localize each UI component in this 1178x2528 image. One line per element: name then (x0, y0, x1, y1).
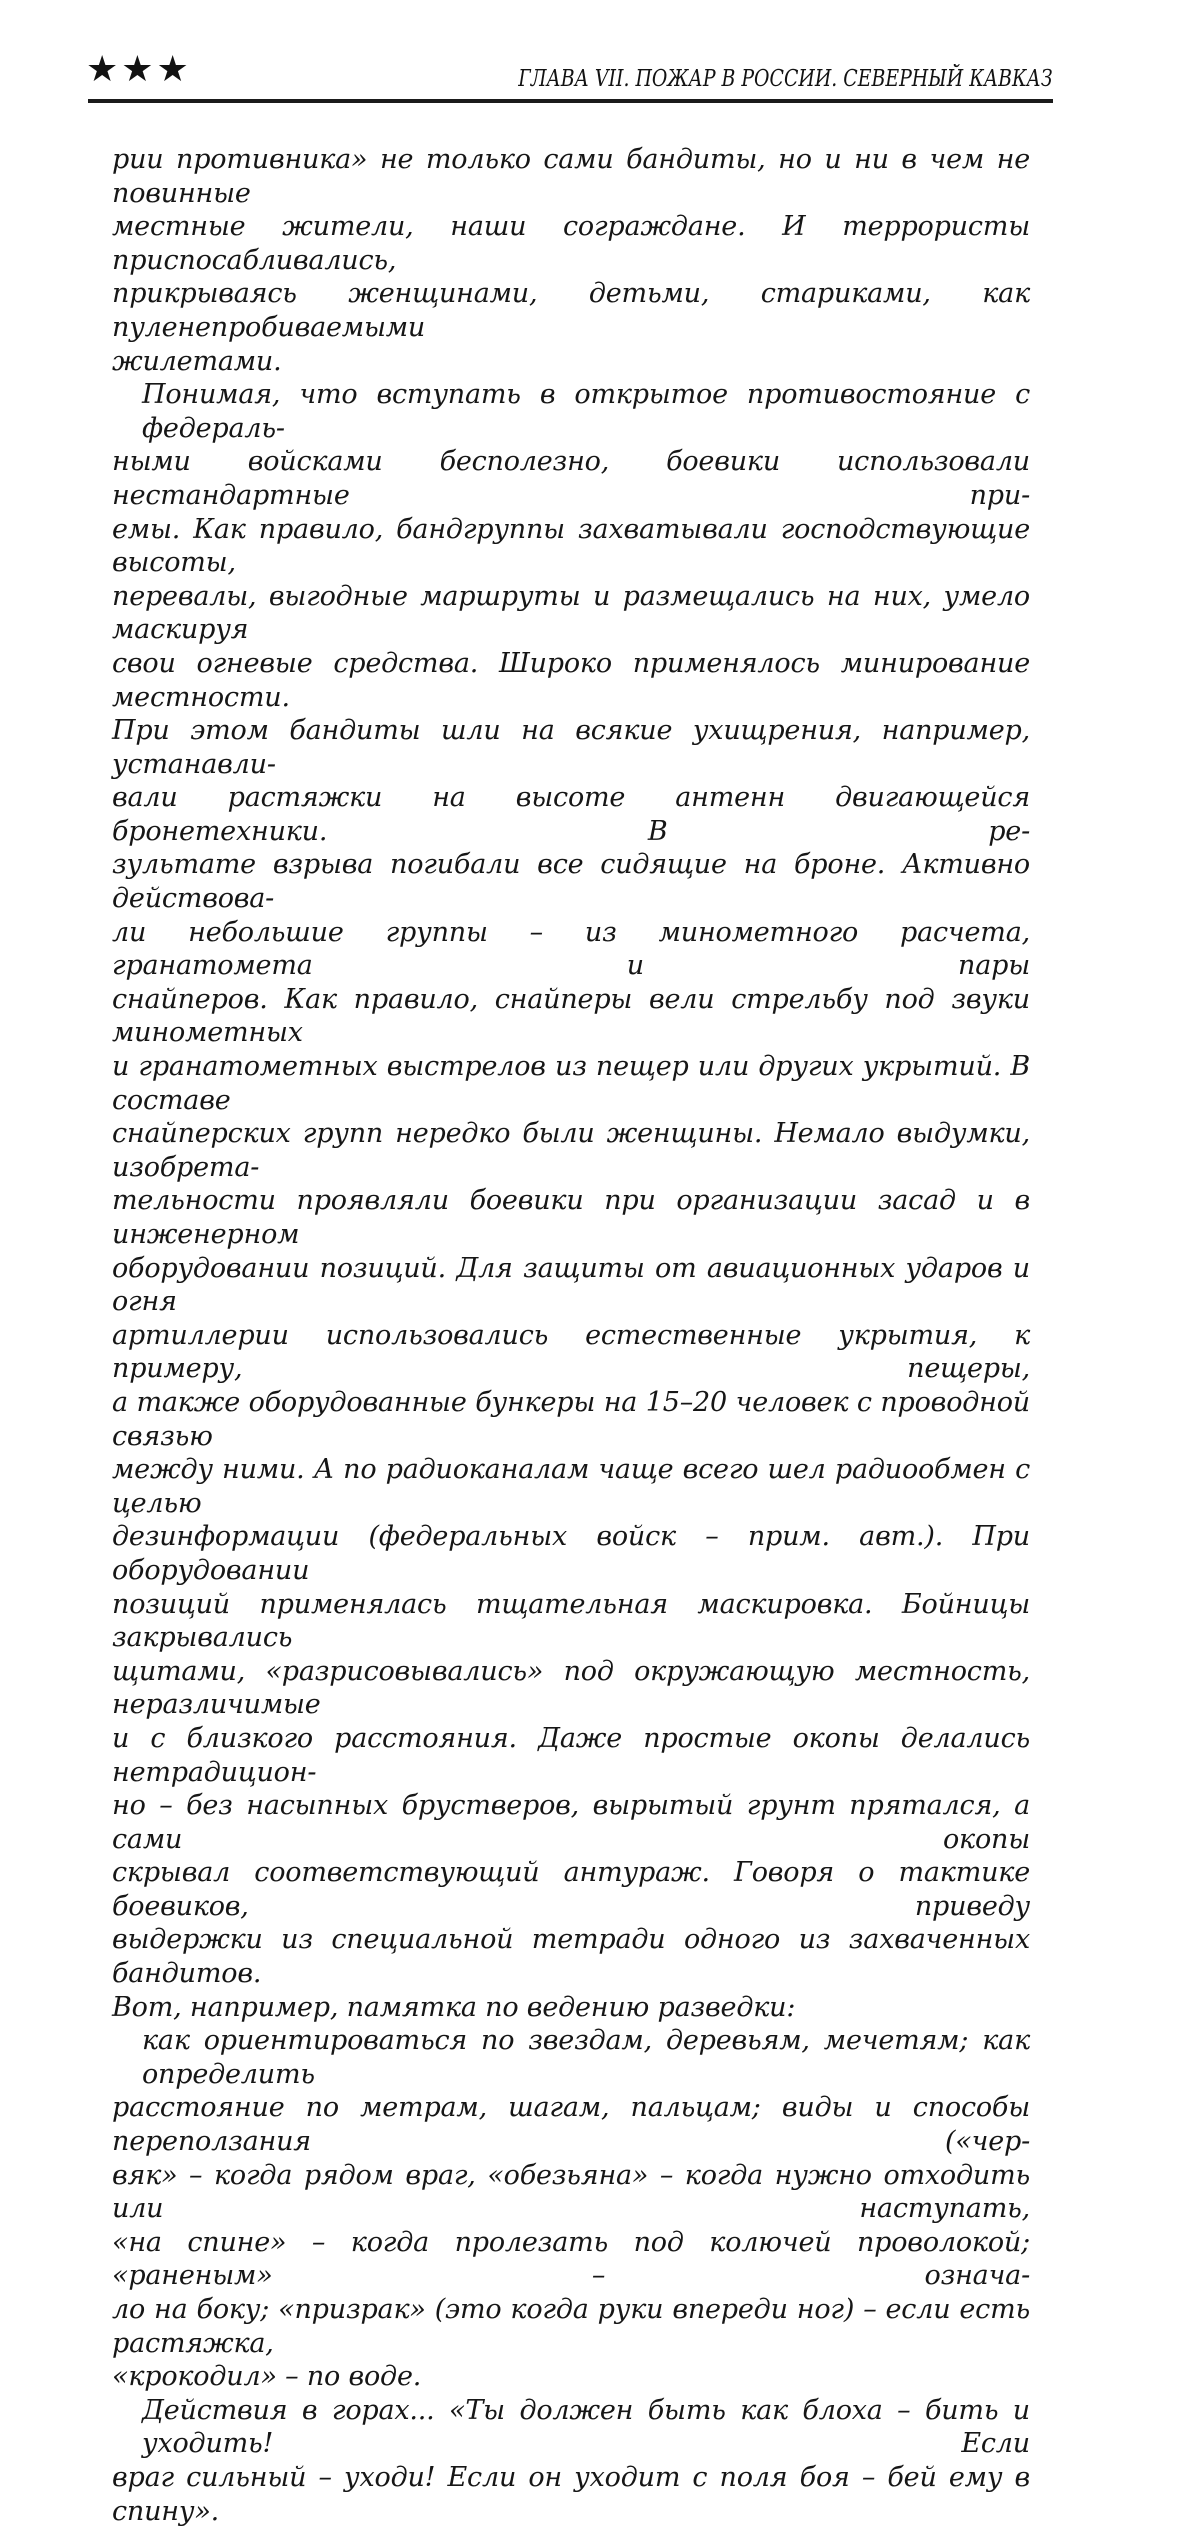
text-line: выдержки из специальной тетради одного из захваченных бандитов. (112, 1924, 1030, 1990)
text-line: и гранатометных выстрелов из пещер или других укрытий. В составе (112, 1051, 1030, 1116)
text-line: Действия в горах... «Ты должен быть как блоха – бить и уходить! Если (142, 2394, 1030, 2460)
text-line: скрывал соответствующий антураж. Говоря о тактике боевиков, приведу (112, 1857, 1030, 1922)
paragraph (112, 143, 1030, 378)
text-line: снайперов. Как правило, снайперы вели стрельбу под звуки минометных (112, 983, 1030, 1049)
text-line: а также оборудованные бункеры на 15–20 человек с проводной связью (112, 1386, 1030, 1452)
text-line: жилетами. (112, 345, 282, 377)
text-line: расстояние по метрам, шагам, пальцам; виды и способы переползания («чер- (112, 2092, 1030, 2158)
text-line: как ориентироваться по звездам, деревьям, мечетям; как определить (142, 2025, 1030, 2090)
text-line: артиллерии использовались естественные укрытия, к примеру, пещеры, (112, 1319, 1030, 1385)
text-line: рии противника» не только сами бандиты, но и ни в чем не повинные (112, 144, 1030, 209)
header-rule (88, 99, 1053, 103)
text-line: дезинформации (федеральных войск – прим. авт.). При оборудовании (112, 1521, 1030, 1586)
text-line: между ними. А по радиоканалам чаще всего шел радиообмен с целью (112, 1454, 1030, 1519)
text-line: но – без насыпных брустверов, вырытый грунт прятался, а сами окопы (112, 1790, 1030, 1855)
text-line: «крокодил» – по воде. (112, 2361, 422, 2393)
text-line: зультате взрыва погибали все сидящие на броне. Активно действова- (112, 849, 1030, 915)
text-line: ными войсками бесполезно, боевики использовали нестандартные при- (112, 446, 1030, 511)
text-line: ло на боку; «призрак» (это когда руки впереди ног) – если есть растяжка, (112, 2294, 1030, 2359)
paragraph (112, 2024, 1030, 2394)
chapter-stars-icon: ★★★ (86, 49, 192, 90)
text-line: вали растяжки на высоте антенн двигающейся бронетехники. В ре- (112, 782, 1030, 847)
page-text (112, 143, 1030, 2528)
text-line: щитами, «разрисовывались» под окружающую местность, неразличимые (112, 1655, 1030, 1721)
text-line: позиций применялась тщательная маскировка. Бойницы закрывались (112, 1588, 1030, 1654)
text-line: оборудовании позиций. Для защиты от авиационных ударов и огня (112, 1252, 1030, 1318)
text-line: враг сильный – уходи! Если он уходит с поля боя – бей ему в спину». (112, 2461, 1030, 2527)
text-line: емы. Как правило, бандгруппы захватывали господствующие высоты, (112, 513, 1030, 579)
text-line: снайперских групп нередко были женщины. Немало выдумки, изобрета- (112, 1118, 1030, 1183)
text-line: свои огневые средства. Широко применялось минирование местности. (112, 647, 1030, 713)
text-line: прикрываясь женщинами, детьми, стариками, как пуленепробиваемыми (112, 278, 1030, 343)
chapter-header-title: ГЛАВА VII. ПОЖАР В РОССИИ. СЕВЕРНЫЙ КАВКАЗ (518, 66, 1053, 92)
text-line: Понимая, что вступать в открытое противостояние с федераль- (142, 379, 1030, 444)
text-line: Вот, например, памятка по ведению разведки: (112, 1991, 796, 2023)
paragraph (112, 2394, 1030, 2528)
text-line: местные жители, наши сограждане. И террористы приспосабливались, (112, 211, 1030, 276)
text-line: перевалы, выгодные маршруты и размещались на них, умело маскируя (112, 580, 1030, 646)
text-line: ли небольшие группы – из минометного расчета, гранатомета и пары (112, 916, 1030, 982)
text-line: «на спине» – когда пролезать под колючей проволокой; «раненым» – означа- (112, 2226, 1030, 2292)
paragraph (112, 378, 1030, 2024)
text-line: тельности проявляли боевики при организации засад и в инженерном (112, 1185, 1030, 1250)
text-line: и с близкого расстояния. Даже простые окопы делались нетрадицион- (112, 1722, 1030, 1788)
text-line: вяк» – когда рядом враг, «обезьяна» – когда нужно отходить или наступать, (112, 2159, 1030, 2225)
text-line: При этом бандиты шли на всякие ухищрения, например, устанавли- (112, 715, 1030, 780)
